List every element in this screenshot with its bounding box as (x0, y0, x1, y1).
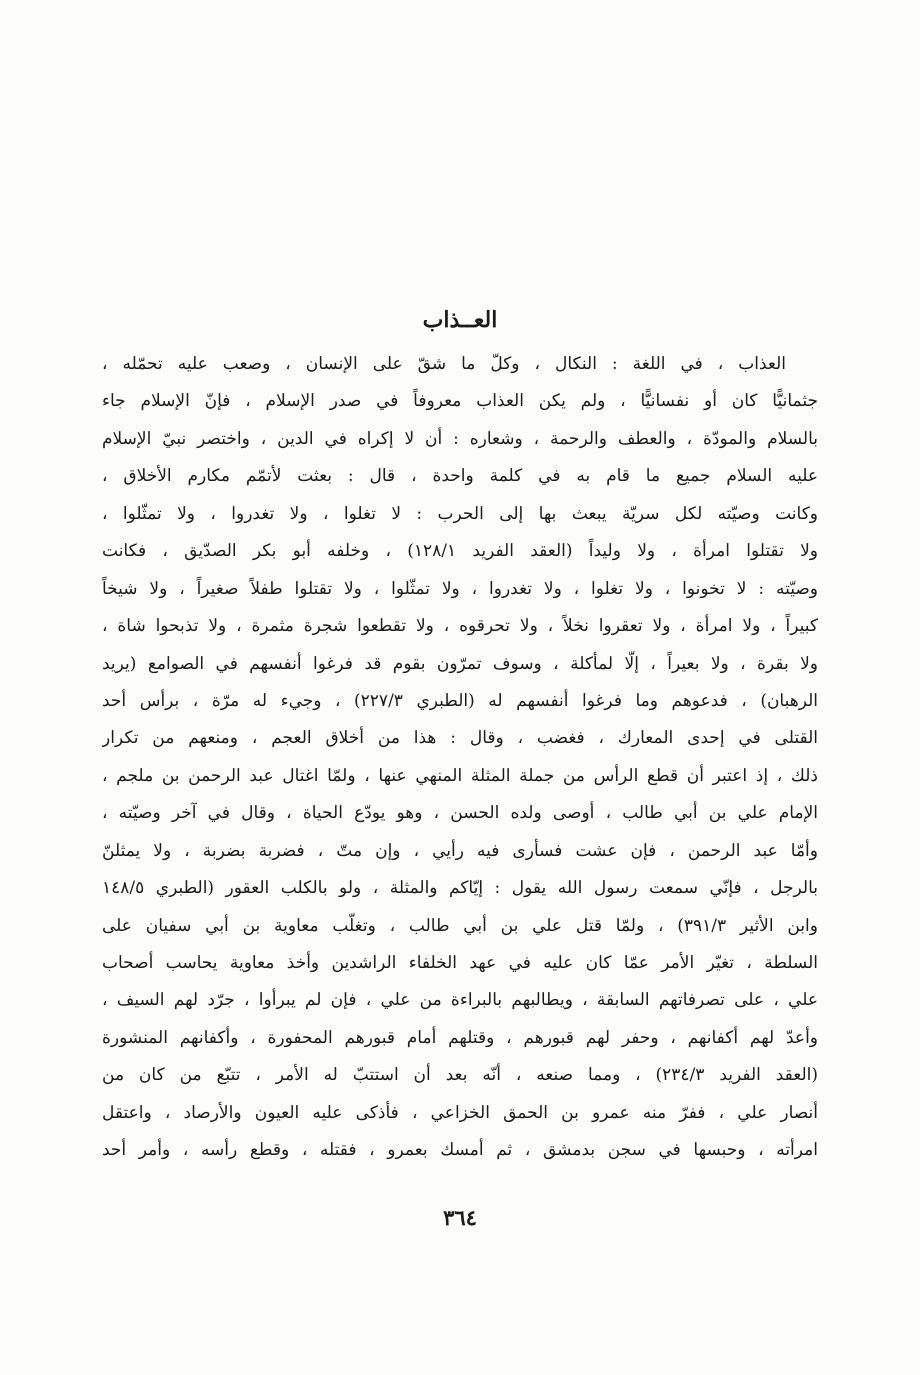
text-line: وأمّا عبد الرحمن ، فإن عشت فسأرى فيه رأيي ، وإن متّ ، فضربة بضربة ، ولا يمثلنّ (102, 840, 818, 861)
text-line: الإمام علي بن أبي طالب ، أوصى ولده الحسن ، وهو يودّع الحياة ، وقال في آخر وصيّته ، (102, 803, 818, 824)
text-line: بالرجل ، فإنّي سمعت رسول الله يقول : إيّاكم والمثلة ، ولو بالكلب العقور (الطبري ١٤٨/٥ (102, 878, 818, 899)
text-line: ولا بقرة ، ولا بعيراً ، إلّا لمأكلة ، وسوف تمرّون بقوم قد فرغوا أنفسهم في الصوامع (يريد (102, 653, 818, 674)
text-line: امرأته ، وحبسها في سجن بدمشق ، ثم أمسك بعمرو ، فقتله ، وقطع رأسه ، وأمر أحد (102, 1140, 818, 1161)
text-line: القتلى في إحدى المعارك ، فغضب ، وقال : هذا من أخلاق العجم ، ومنعهم من تكرار (102, 728, 818, 749)
body-text (102, 346, 818, 1170)
text-line: العذاب ، في اللغة : النكال ، وكلّ ما شقّ على الإنسان ، وصعب عليه تحمّله ، (102, 354, 786, 374)
page-title: العــذاب (422, 307, 498, 333)
text-line: (العقد الفريد ٢٣٤/٣) ، ومما صنعه ، أنّه بعد أن استتبّ له الأمر ، تتبّع من كان من (102, 1065, 818, 1086)
text-line: كبيراً ، ولا امرأة ، ولا تعقروا نخلاً ، ولا تحرقوه ، ولا تقطعوا شجرة مثمرة ، ولا تذبحوا شاة ، (102, 616, 818, 637)
text-line: الرهبان) ، فدعوهم وما فرغوا أنفسهم له (الطبري ٢٢٧/٣) ، وجيء له مرّة ، برأس أحد (102, 690, 818, 711)
text-line: ولا تقتلوا امرأة ، ولا وليداً (العقد الفريد ١٢٨/١) ، وخلفه أبو بكر الصدّيق ، فكانت (102, 541, 818, 562)
text-line: بالسلام والمودّة ، والعطف والرحمة ، وشعاره : أن لا إكراه في الدين ، واختصر نبيّ الإسلام (102, 428, 818, 449)
text-line: عليه السلام جميع ما قام به في كلمة واحدة ، قال : بعثت لأتمّم مكارم الأخلاق ، (102, 466, 818, 487)
text-line: جثمانيًّا كان أو نفسانيًّا ، ولم يكن العذاب معروفاً في صدر الإسلام ، فإنّ الإسلام جاء (102, 391, 818, 412)
text-line: وكانت وصيّته لكل سريّة يبعث بها إلى الحرب : لا تغلوا ، ولا تغدروا ، ولا تمثّلوا ، (102, 503, 818, 524)
text-line: ذلك ، إذ اعتبر أن قطع الرأس من جملة المثلة المنهي عنها ، ولمّا اغتال عبد الرحمن بن ملجم ، (102, 765, 818, 786)
text-line: أنصار علي ، ففرّ منه عمرو بن الحمق الخزاعي ، فأذكى عليه العيون والأرصاد ، واعتقل (102, 1102, 818, 1123)
text-line: وصيّته : لا تخونوا ، ولا تغلوا ، ولا تغدروا ، ولا تمثّلوا ، ولا تقتلوا طفلاً صغيراً ، ولا شيخاً (102, 578, 818, 599)
text-line: علي ، على تصرفاتهم السابقة ، ويطالبهم بالبراءة من علي ، فإن لم يبرأوا ، جرّد لهم السيف ، (102, 990, 818, 1011)
page-number: ٣٦٤ (443, 1205, 477, 1230)
text-line: وابن الأثير ٣٩١/٣) ، ولمّا قتل علي بن أبي طالب ، وتغلّب معاوية بن أبي سفيان على (102, 915, 818, 936)
text-line: السلطة ، تغيّر الأمر عمّا كان عليه في عهد الخلفاء الراشدين وأخذ معاوية يحاسب أصحاب (102, 953, 818, 973)
text-line: وأعدّ لهم أكفانهم ، وحفر لهم قبورهم ، وقتلهم أمام قبورهم المحفورة ، وأكفانهم المنشورة (102, 1027, 818, 1048)
